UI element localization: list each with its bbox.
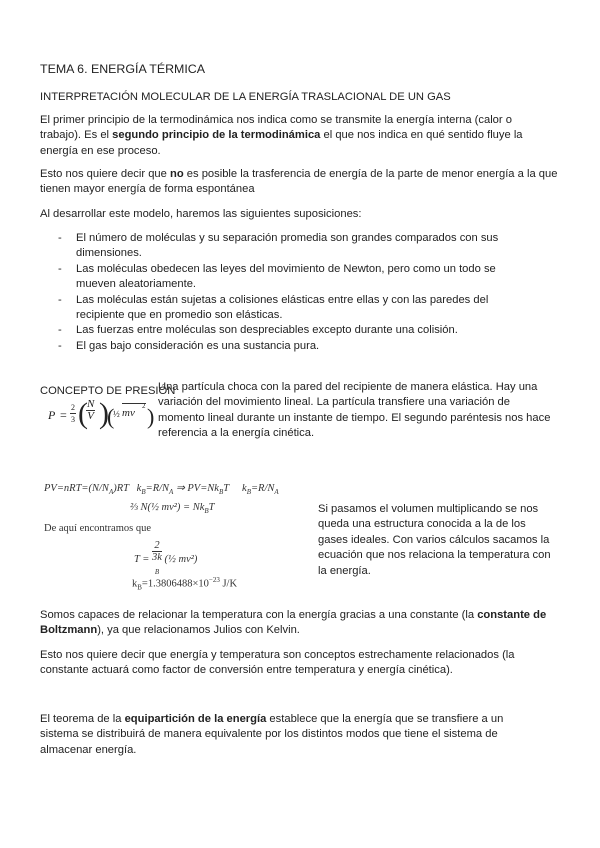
pressure-explanation: Una partícula choca con la pared del recipiente de manera elástica. Hay una variación del movimiento lineal. La partícula transfiere una variación de momento lineal durante un instante de tiempo. El segundo paréntesis nos hace referencia a la energía cinética. bbox=[158, 381, 551, 440]
paragraph-equipartition: El teorema de la equipartición de la energía establece que la energía que se transfiere a un sistema se distribuirá de manera equivalente por los distintos modos que tiene el sistema de almacenar energía. bbox=[40, 713, 504, 756]
equation-boltzmann: $k_B=1.3806488\times 10^{-23}$ J/K bbox=[132, 576, 238, 592]
paragraph-no-transfer: Esto nos quiere decir que no es posible la trasferencia de energía de la parte de menor energía a la que tienen mayor energía de forma espontánea bbox=[40, 168, 558, 196]
implies-arrow: ⇒ bbox=[175, 483, 185, 494]
paragraph-boltzmann: Somos capaces de relacionar la temperatura con la energía gracias a una constante (la constante de Boltzmann), ya que relacionamos Julios con Kelvin. bbox=[40, 609, 547, 637]
page-title: TEMA 6. ENERGÍA TÉRMICA bbox=[40, 62, 206, 76]
list-item: - Las moléculas están sujetas a colisiones elásticas entre ellas y con las paredes del recipiente que en promedio son elásticas. bbox=[58, 293, 508, 324]
list-item: - El gas bajo consideración es una sustancia pura. bbox=[58, 339, 508, 354]
volume-explanation: Si pasamos el volumen multiplicando se nos queda una estructura conocida a la de los gases ideales. Con varios cálculos sacamos la ecuación que nos relaciona la temperatura con la energía. bbox=[318, 503, 551, 577]
assumptions-list bbox=[58, 231, 508, 354]
section-heading-molecular: INTERPRETACIÓN MOLECULAR DE LA ENERGÍA TRASLACIONAL DE UN GAS bbox=[40, 91, 451, 103]
section-heading-pressure: CONCEPTO DE PRESIÓN bbox=[40, 385, 176, 397]
equation-line-2: ⅔ N(½ $mv^2) = Nk_BT$ bbox=[130, 502, 215, 516]
paragraph-first-principle: El primer principio de la termodinámica nos indica como se transmite la energía interna (calor o trabajo). Es el segundo principio de la termodinámica el que nos indica en qué sentido fluye la energía en ese proceso. bbox=[40, 114, 523, 157]
list-item: - Las moléculas obedecen las leyes del movimiento de Newton, pero como un todo se mueven aleatoriamente. bbox=[58, 262, 508, 293]
pressure-formula: P = $\frac{2}{3}$ ( $\frac{N}{V}$ ) ( ½ mv 2 ) bbox=[48, 397, 155, 430]
ideal-gas-equations bbox=[44, 482, 314, 600]
equation-temperature: T = 2 3k $_B$ (½ mv²) bbox=[134, 540, 198, 577]
paragraph-energy-temperature: Esto nos quiere decir que energía y temperatura son conceptos estrechamente relacionados (la constante actuará como factor de conversión entre temperatura y energía cinética). bbox=[40, 649, 515, 677]
equation-line-1: $PV=nRT=(N/N_A)RT$ $k_B=R/N_A$ ⇒ $PV=Nk_BT$ $k_B=R/N_A$ bbox=[44, 483, 279, 497]
equation-line-3: De aquí encontramos que bbox=[44, 523, 152, 534]
list-item: - El número de moléculas y su separación promedia son grandes comparados con sus dimensiones. bbox=[58, 231, 508, 262]
paragraph-assumptions-intro: Al desarrollar este modelo, haremos las siguientes suposiciones: bbox=[40, 208, 362, 220]
list-item: - Las fuerzas entre moléculas son despreciables excepto durante una colisión. bbox=[58, 323, 508, 338]
